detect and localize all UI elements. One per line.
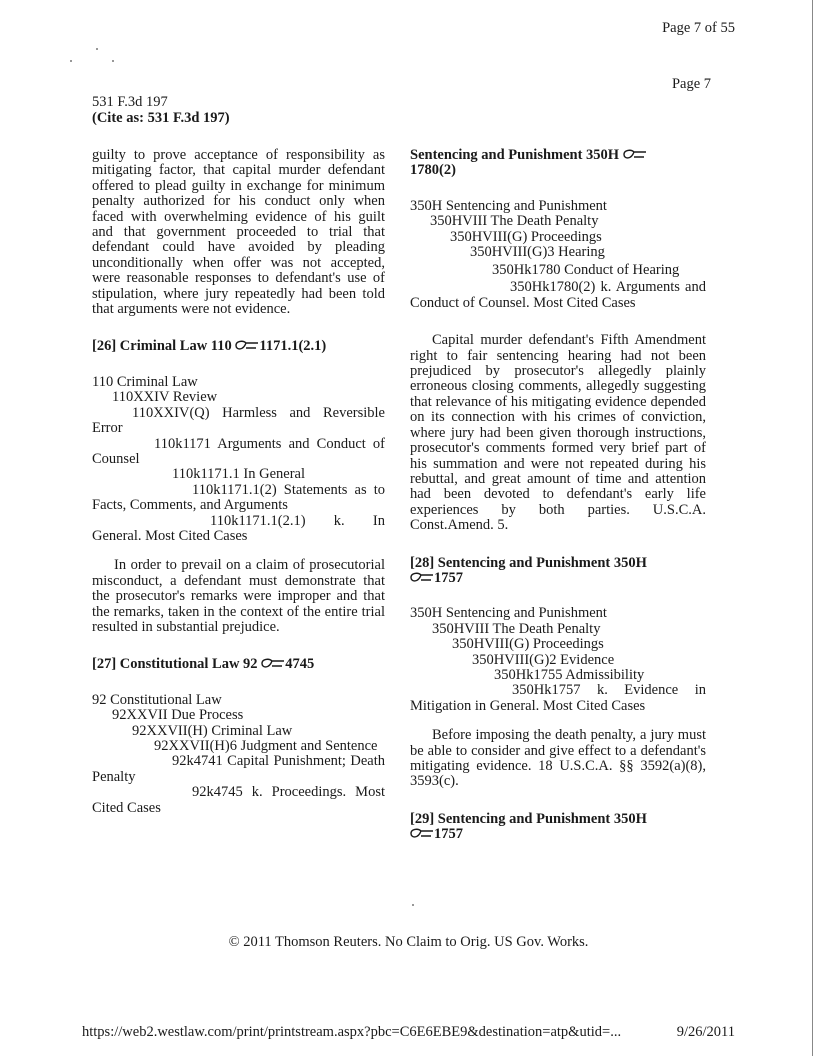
headnote-26-text: In order to prevail on a claim of prosecutorial misconduct, a defendant must demonstrate that the prosecutor's remarks were improper and that the remarks, taken in the context of the entire trial resulted in substantial prejudice. <box>92 557 385 635</box>
headnote-28-heading <box>410 556 706 587</box>
headnote-27-line-2: 92XXVII Due Process <box>112 707 244 724</box>
headnote-26-line-7: 110k1171.1(2.1) k. In General. Most Cited Cases <box>92 512 385 544</box>
headnote-26-heading <box>92 339 385 354</box>
headnote-29-topic: [29] Sentencing and Punishment 350H <box>410 810 647 827</box>
citation-block <box>92 94 230 126</box>
key-number-icon <box>261 657 285 670</box>
headnote-28-key: 1757 <box>434 569 463 586</box>
headnote-28-line-1: 350H Sentencing and Punishment <box>410 605 607 622</box>
headnote-25-line-6: 350Hk1780(2) k. Arguments and Conduct of Counsel. Most Cited Cases <box>410 279 706 311</box>
citation-cite-as: (Cite as: 531 F.3d 197) <box>92 110 230 126</box>
print-url: https://web2.westlaw.com/print/printstream.aspx?pbc=C6E6EBE9&destination=atp&utid=... <box>82 1024 622 1040</box>
headnote-29-heading <box>410 812 706 843</box>
headnote-25-line-3: 350HVIII(G) Proceedings <box>450 228 602 245</box>
headnote-25-continued-text: guilty to prove acceptance of responsibility as mitigating factor, that capital murder defendant offered to plead guilty in exchange for minimum penalty authorized for his conduct only when faced with overwhelming evidence of his guilt and that government proceeded to trial that defendant could have avoided by pleading unconditionally when offer was not accepted, were reasonable responses to defendant's use of stipulation, where jury repeatedly had been told that arguments were not evidence. <box>92 147 385 318</box>
scan-speck <box>70 60 72 62</box>
headnote-25-topic: Sentencing and Punishment 350H <box>410 147 620 163</box>
headnote-28-line-4: 350HVIII(G)2 Evidence <box>472 651 615 668</box>
headnote-28-line-2: 350HVIII The Death Penalty <box>432 620 601 637</box>
headnote-28-topic: [28] Sentencing and Punishment 350H <box>410 554 647 571</box>
headnote-29-key: 1757 <box>434 826 463 843</box>
key-number-icon <box>235 339 259 352</box>
headnote-27-line-5: 92k4741 Capital Punishment; Death Penalty <box>92 753 385 785</box>
headnote-27-topic: [27] Constitutional Law 92 <box>92 656 258 673</box>
headnote-26-line-2: 110XXIV Review <box>112 389 218 406</box>
scan-speck <box>112 60 114 62</box>
page-of-total: Page 7 of 55 <box>662 20 735 36</box>
headnote-25-line-2: 350HVIII The Death Penalty <box>430 213 599 230</box>
page-number: Page 7 <box>671 76 711 92</box>
key-number-icon <box>410 571 434 584</box>
key-number-icon <box>410 827 434 840</box>
right-column <box>410 148 706 863</box>
headnote-26-topic: [26] Criminal Law 110 <box>92 338 232 355</box>
headnote-25-line-4: 350HVIII(G)3 Hearing <box>470 244 605 261</box>
headnote-27-line-3: 92XXVII(H) Criminal Law <box>132 722 293 739</box>
key-number-icon <box>623 148 647 161</box>
headnote-27-key: 4745 <box>285 656 315 673</box>
headnote-27-line-4: 92XXVII(H)6 Judgment and Sentence <box>154 738 378 754</box>
headnote-26-line-4: 110k1171 Arguments and Conduct of Counsel <box>92 435 385 467</box>
scan-speck <box>96 48 98 50</box>
page-edge-line <box>812 0 813 1056</box>
headnote-28-line-3: 350HVIII(G) Proceedings <box>452 636 604 653</box>
left-column <box>92 148 385 816</box>
headnote-25-line-5: 350Hk1780 Conduct of Hearing <box>492 262 680 279</box>
headnote-27-line-1: 92 Constitutional Law <box>92 691 222 708</box>
headnote-25-text: Capital murder defendant's Fifth Amendment right to fair sentencing hearing had not been prejudiced by prosecutor's allegedly plainly erroneous closing comments, allegedly suggesting that relevance of his mitigating evidence depended on its connection with his crimes of conviction, where jury had been given thorough instructions, prosecutor's comments formed very brief part of his summation and were not repeated during his rebuttal, and great amount of time and attention had been devoted to defendant's early life experiences by both parties. U.S.C.A. Const.Amend. 5. <box>410 332 706 534</box>
headnote-26-line-5: 110k1171.1 In General <box>172 466 306 483</box>
scan-speck <box>412 904 414 906</box>
headnote-27-heading <box>92 657 385 672</box>
headnote-25-line-1: 350H Sentencing and Punishment <box>410 197 607 214</box>
headnote-27-line-6: 92k4745 k. Proceedings. Most Cited Cases <box>92 784 385 816</box>
print-date: 9/26/2011 <box>676 1024 735 1040</box>
headnote-28-line-6: 350Hk1757 k. Evidence in Mitigation in General. Most Cited Cases <box>410 682 706 714</box>
headnote-28-text: Before imposing the death penalty, a jury must be able to consider and give effect to a defendant's mitigating evidence. 18 U.S.C.A. §§ 3592(a)(8), 3593(c). <box>410 727 706 790</box>
headnote-26-line-6: 110k1171.1(2) Statements as to Facts, Comments, and Arguments <box>92 481 385 514</box>
headnote-25-heading <box>410 148 706 179</box>
copyright-notice: © 2011 Thomson Reuters. No Claim to Orig. US Gov. Works. <box>228 934 589 950</box>
headnote-26-line-1: 110 Criminal Law <box>92 373 198 390</box>
headnote-26-line-3: 110XXIV(Q) Harmless and Reversible Error <box>92 404 385 437</box>
headnote-28-line-5: 350Hk1755 Admissibility <box>494 666 645 683</box>
headnote-26-key: 1171.1(2.1) <box>259 338 327 355</box>
citation-reporter: 531 F.3d 197 <box>92 94 168 110</box>
headnote-25-key: 1780(2) <box>410 162 456 179</box>
